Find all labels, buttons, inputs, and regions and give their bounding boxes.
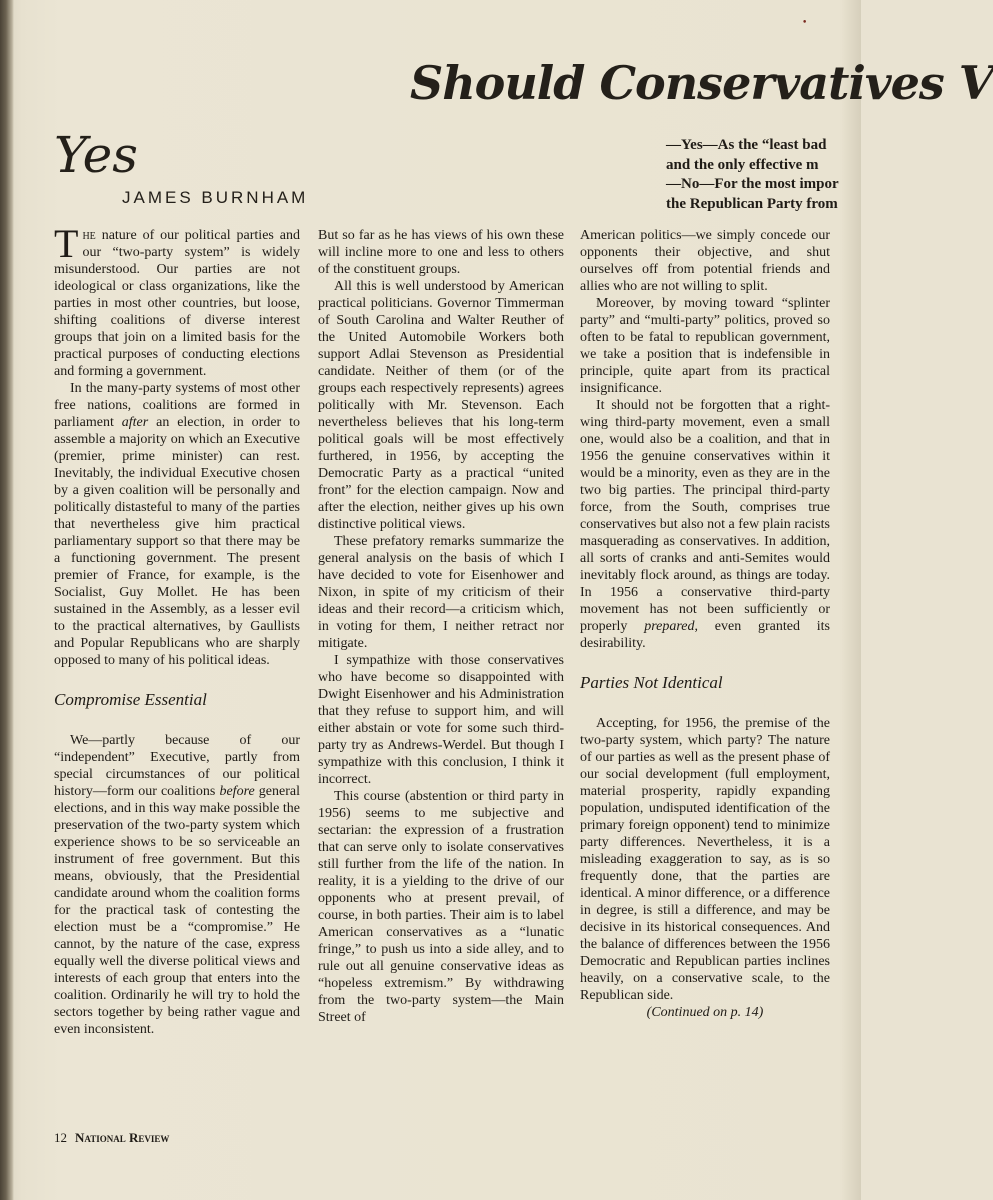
page-binding-edge (0, 0, 14, 1200)
paragraph: American politics—we simply concede our opponents their objective, and shut ourselves off from potential friends and allies who are not willing to split. (580, 228, 830, 294)
author-byline: JAMES BURNHAM (122, 188, 309, 207)
paragraph: Accepting, for 1956, the premise of the two-party system, which party? The nature of our parties as well as the present phase of our social development (full employment, material prosperity, rapidly expanding population, undisputed identification of the primary foreign opponent) tend to minimize party differences. Nevertheless, it is a misleading exaggeration to say, as is so frequently done, that the parties are identical. A minor difference, or a difference in degree, is still a difference, and may be decisive in its historical consequences. And the balance of differences between the 1956 Democratic and Republican parties inclines heavily, on a conservative scale, to the Republican side. (580, 716, 830, 1003)
subtitle-line: the Republican Party from (666, 195, 838, 212)
continued-note: (Continued on p. 14) (646, 1005, 764, 1020)
paragraph: Moreover, by moving toward “splinter party” and “multi-party” politics, proved so often to be fatal to republican government, we take a position that is indefensible in principle, quite apart from its practical insignificance. (580, 296, 830, 396)
emphasis-text: after (121, 415, 149, 430)
paragraph-text: In the many-party systems of most other free nations, coalitions are formed in parliament (54, 381, 300, 430)
article-subtitle (666, 136, 861, 214)
emphasis-text: prepared (644, 619, 695, 634)
paragraph-text: We—partly because of our “independent” Executive, partly from special circumstances of our political history—form our coalitions (54, 733, 300, 799)
paragraph (54, 380, 300, 669)
paragraph (54, 732, 300, 1038)
paragraph-text: , even granted its desirability. (580, 619, 830, 651)
subtitle-line: —Yes—As the “least bad (666, 137, 827, 153)
paragraph (54, 221, 300, 380)
paragraph: All this is well understood by American practical politicians. Governor Timmerman of South Carolina and Walter Reuther of the United Automobile Workers both support Adlai Stevenson as Presidential candidate. Neither of them (or of the groups each respectively represents) agrees politically with Mr. Stevenson. Each nevertheless believes that his long-term political goals will be most effectively furthered, in 1956, by accepting the Democratic Party as a practical “united front” for the election campaign. Now and after the election, neither gives up his own distinctive political views. (318, 279, 564, 532)
paragraph-text: nature of our political parties and our “two-party system” is widely misunderstood. Our parties are not ideological or class organizations, like the parties in most other countries, but loose, shifting coalitions of diverse interest groups that join on a limited basis for the practical purposes of conducting elections and forming a government. (54, 228, 300, 379)
article-column-1 (54, 221, 301, 1038)
yes-heading: Yes (54, 126, 138, 184)
subtitle-line: and the only effective m (666, 156, 819, 173)
article-column-2 (318, 227, 564, 1026)
paragraph-text: It should not be forgotten that a right-wing third-party movement, even a small one, would also be a coalition, and that in 1956 the genuine conservatives within it would be a minority, even as they are in the two big parties. The principal third-party force, from the South, comprises true conservatives but also not a few plain racists masquerading as conservatives. In addition, all sorts of cranks and anti-Semites would inevitably flock around, as things are today. In 1956 a conservative third-party movement has not been sufficiently or properly (580, 398, 830, 634)
subtitle-line: —No—For the most impor (666, 176, 839, 192)
paragraph (580, 397, 830, 652)
article-column-3 (580, 227, 830, 1021)
small-caps-lead: he (82, 228, 96, 243)
page-footer (54, 1130, 169, 1146)
section-subhead: Parties Not Identical (580, 673, 723, 692)
section-subhead: Compromise Essential (54, 690, 207, 709)
paragraph: These prefatory remarks summarize the general analysis on the basis of which I have decided to vote for Eisenhower and Nixon, in spite of my criticism of their ideas and their record—a criticism which, in voting for them, I neither retract nor mitigate. (318, 534, 564, 651)
paragraph-text: general elections, and in this way make possible the preservation of the two-party system which experience shows to be so serviceable an instrument of free government. But this means, obviously, that the Presidential candidate around whom the coalition forms for the practical task of contesting the election must be a “compromise.” He cannot, by the nature of the case, express equally well the diverse political views and interests of each group that enters into the coalition. Ordinarily he will try to hold the sectors together by being rather vague and even inconsistent. (54, 784, 300, 1037)
paragraph: This course (abstention or third party in 1956) seems to me subjective and sectarian: the expression of a frustration that can serve only to isolate conservatives still further from the life of the nation. In reality, it is a yielding to the drive of our opponents who at present prevail, of course, in both parties. Their aim is to label American conservatives as a “lunatic fringe,” to push us into a side alley, and to rule out all genuine conservative ideas as “hopeless extremism.” By withdrawing from the two-party system—the Main Street of (318, 789, 564, 1025)
article-title: Should Conservatives V (410, 56, 993, 110)
magazine-name: National Review (75, 1130, 170, 1145)
emphasis-text: before (219, 784, 255, 799)
page-number: 12 (54, 1130, 67, 1145)
paragraph-text: an election, in order to assemble a majority on which an Executive (premier, prime minister) can rest. Inevitably, the individual Executive chosen by a given coalition will be personally and politically distasteful to many of the parties that nevertheless give him practical parliamentary support so that there may be a functioning government. The present premier of France, for example, is the Socialist, Guy Mollet. He has been sustained in the Assembly, as a lesser evil to the practical alternatives, by Gaullists and Popular Republicans who are sharply opposed to many of his political ideas. (54, 415, 301, 668)
drop-cap: T (54, 221, 79, 266)
print-speck: • (802, 18, 808, 28)
paragraph: I sympathize with those conservatives who have become so disappointed with Dwight Eisenhower and his Administration that they refuse to support him, and will either abstain or vote for some such third-party try as Andrews-Werdel. But though I sympathize with this conclusion, I think it incorrect. (318, 653, 564, 787)
paragraph: But so far as he has views of his own these will incline more to one and less to others of the constituent groups. (318, 228, 564, 277)
